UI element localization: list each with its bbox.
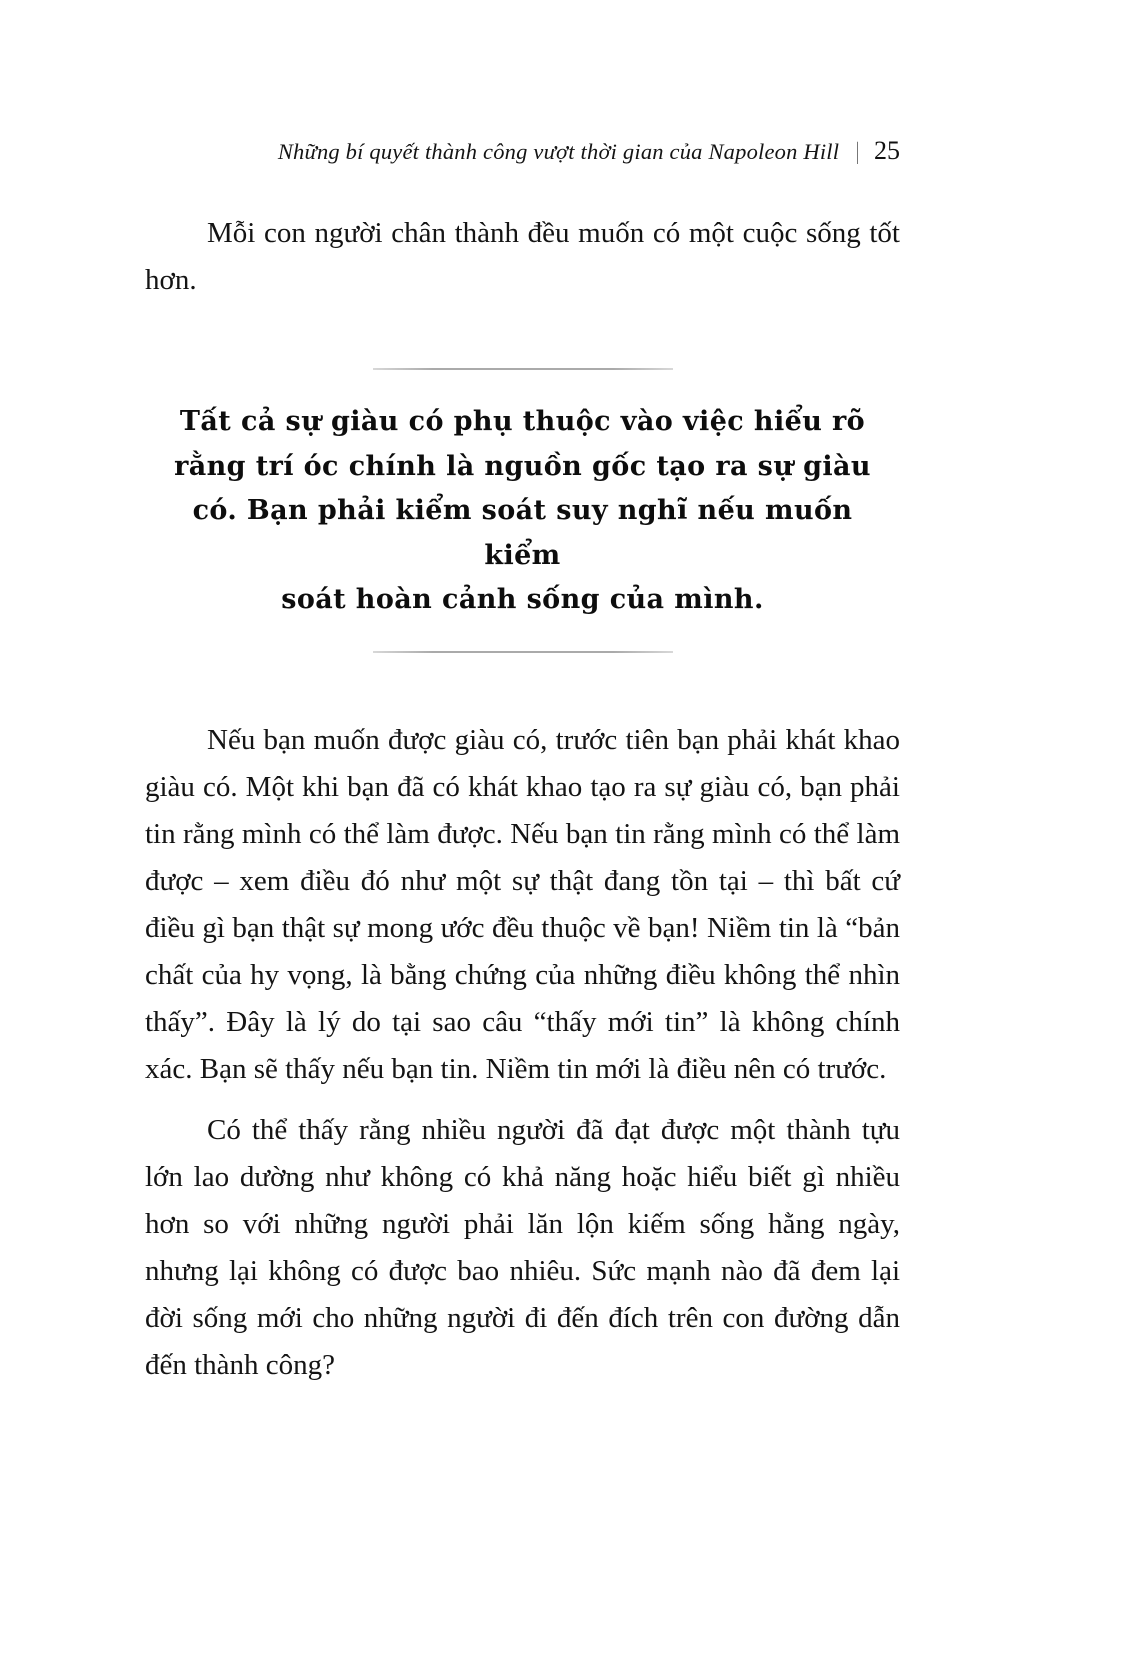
pull-quote-line: rằng trí óc chính là nguồn gốc tạo ra sự giàu <box>174 450 871 482</box>
quote-divider-top <box>373 368 673 370</box>
pull-quote-line: có. Bạn phải kiểm soát suy nghĩ nếu muốn kiểm <box>192 495 853 571</box>
pull-quote <box>173 400 873 623</box>
pull-quote-line: Tất cả sự giàu có phụ thuộc vào việc hiểu rõ <box>179 406 866 437</box>
paragraph-belief: Nếu bạn muốn được giàu có, trước tiên bạn phải khát khao giàu có. Một khi bạn đã có khát khao tạo ra sự giàu có, bạn phải tin rằng mình có thể làm được. Nếu bạn tin rằng mình có thể làm được – xem điều đó như một sự thật đang tồn tại – thì bất cứ điều gì bạn thật sự mong ước đều thuộc về bạn! Niềm tin là “bản chất của hy vọng, là bằng chứng của những điều không thể nhìn thấy”. Đây là lý do tại sao câu “thấy mới tin” là không chính xác. Bạn sẽ thấy nếu bạn tin. Niềm tin mới là điều nên có trước. <box>145 723 900 1085</box>
paragraph-intro: Mỗi con người chân thành đều muốn có một cuộc sống tốt hơn. <box>145 217 900 296</box>
pull-quote-line: soát hoàn cảnh sống của mình. <box>281 584 764 615</box>
quote-divider-bottom <box>373 651 673 653</box>
page-number: 25 <box>874 136 900 165</box>
header-separator: | <box>856 139 860 165</box>
paragraph-achievement: Có thể thấy rằng nhiều người đã đạt được một thành tựu lớn lao dường như không có khả năng hoặc hiểu biết gì nhiều hơn so với những người phải lăn lộn kiếm sống hằng ngày, nhưng lại không có được bao nhiêu. Sức mạnh nào đã đem lại đời sống mới cho những người đi đến đích trên con đường dẫn đến thành công? <box>145 1113 900 1381</box>
running-header-title: Những bí quyết thành công vượt thời gian của Napoleon Hill <box>277 139 840 164</box>
spacer <box>145 693 900 717</box>
running-header <box>145 136 900 166</box>
